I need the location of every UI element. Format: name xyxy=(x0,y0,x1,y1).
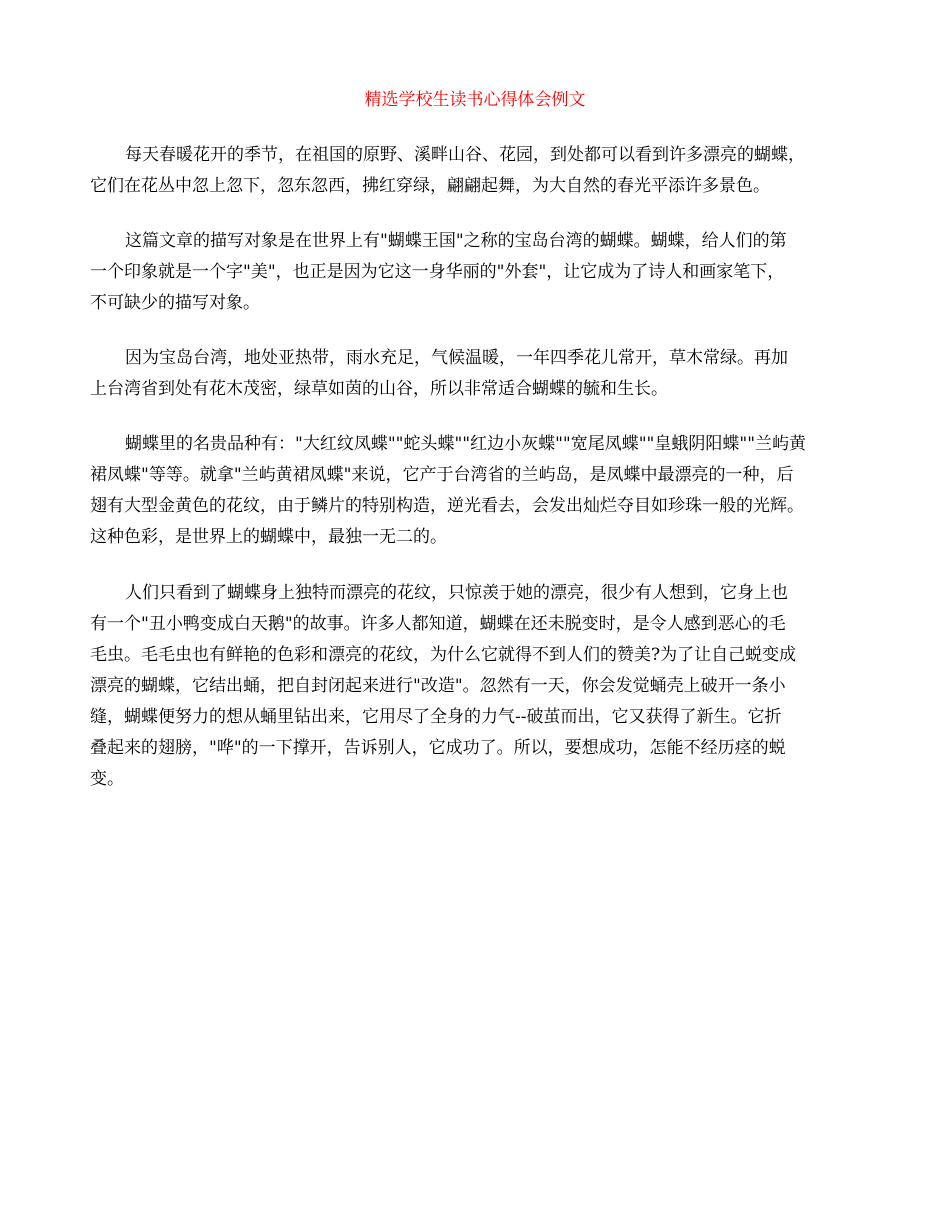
paragraph-4-line-2: 裙凤蝶"等等。就拿"兰屿黄裙凤蝶"来说，它产于台湾省的兰屿岛，是凤蝶中最漂亮的一种，后 xyxy=(90,465,794,485)
paragraph-3-line-2: 上台湾省到处有花木茂密，绿草如茵的山谷，所以非常适合蝴蝶的毓和生长。 xyxy=(90,379,668,399)
paragraph-2-line-2: 一个印象就是一个字"美"，也正是因为它这一身华丽的"外套"，让它成为了诗人和画家笔下， xyxy=(90,262,785,282)
paragraph-3-line-1: 因为宝岛台湾，地处亚热带，雨水充足，气候温暖，一年四季花儿常开，草木常绿。再加 xyxy=(125,348,788,368)
paragraph-4-line-1: 蝴蝶里的名贵品种有："大红纹凤蝶""蛇头蝶""红边小灰蝶""宽尾凤蝶""皇蛾阴阳蝶""兰屿黄 xyxy=(125,434,807,454)
paragraph-5-line-6: 叠起来的翅膀，"哗"的一下撑开，告诉别人，它成功了。所以，要想成功，怎能不经历痉的蜕 xyxy=(90,738,786,758)
paragraph-5-line-2: 有一个"丑小鸭变成白天鹅"的故事。许多人都知道，蝴蝶在还未脱变时，是令人感到恶心的毛 xyxy=(90,614,786,634)
paragraph-5-line-1: 人们只看到了蝴蝶身上独特而漂亮的花纹，只惊羡于她的漂亮，很少有人想到，它身上也 xyxy=(125,583,788,603)
paragraph-2-line-3: 不可缺少的描写对象。 xyxy=(90,293,260,313)
paragraph-5-line-3: 毛虫。毛毛虫也有鲜艳的色彩和漂亮的花纹，为什么它就得不到人们的赞美?为了让自己蜕变成 xyxy=(90,645,797,665)
paragraph-5-line-4: 漂亮的蝴蝶，它结出蛹，把自封闭起来进行"改造"。忽然有一天，你会发觉蛹壳上破开一条小 xyxy=(90,676,786,696)
paragraph-1-line-2: 它们在花丛中忽上忽下，忽东忽西，拂红穿绿，翩翩起舞，为大自然的春光平添许多景色。 xyxy=(90,176,770,196)
paragraph-4-line-4: 这种色彩，是世界上的蝴蝶中，最独一无二的。 xyxy=(90,527,447,547)
paragraph-5-line-7: 变。 xyxy=(90,769,124,789)
paragraph-2-line-1: 这篇文章的描写对象是在世界上有"蝴蝶王国"之称的宝岛台湾的蝴蝶。蝴蝶，给人们的第 xyxy=(125,231,787,251)
document-title: 精选学校生读书心得体会例文 xyxy=(364,90,586,110)
paragraph-5-line-5: 缝，蝴蝶便努力的想从蛹里钻出来，它用尽了全身的力气--破茧而出，它又获得了新生。它折 xyxy=(90,707,782,727)
paragraph-1-line-1: 每天春暖花开的季节，在祖国的原野、溪畔山谷、花园，到处都可以看到许多漂亮的蝴蝶， xyxy=(125,145,805,165)
paragraph-4-line-3: 翅有大型金黄色的花纹，由于鳞片的特别构造，逆光看去，会发出灿烂夺目如珍珠一般的光辉。 xyxy=(90,496,804,516)
